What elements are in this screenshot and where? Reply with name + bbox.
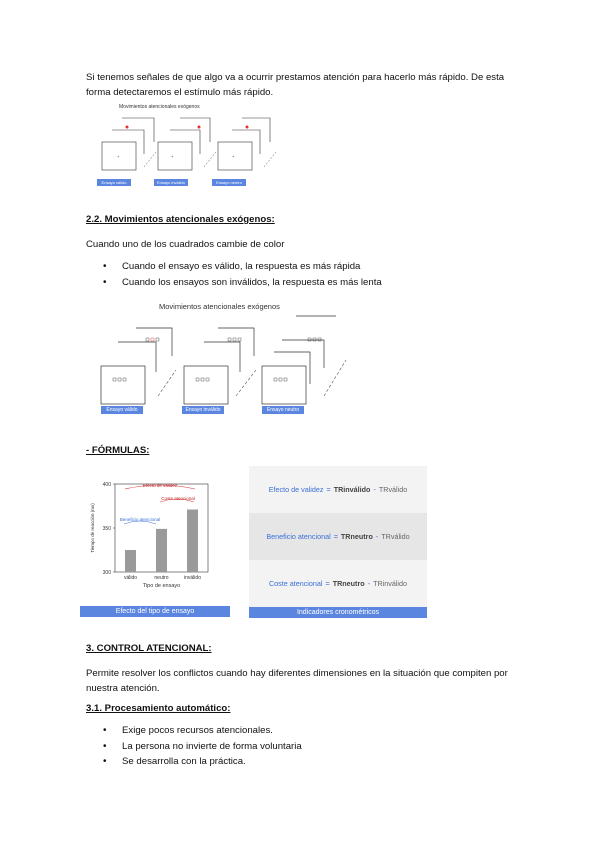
y-axis-label: Tiempo de reacción (ms)	[90, 503, 95, 553]
annotation-benefit: Beneficio atencional	[119, 517, 161, 522]
chart-caption: Efecto del tipo de ensayo	[80, 606, 230, 617]
caption-neutral: Ensayo neutro	[212, 179, 246, 186]
caption-valid: Ensayo válido	[97, 179, 131, 186]
list-item: • Cuando los ensayos son inválidos, la respuesta es más lenta	[86, 275, 526, 291]
figure-title: Movimientos atencionales exógenos	[159, 302, 280, 311]
caption-valid: Ensayo válido	[101, 406, 143, 414]
formula-term: TRinválido	[333, 485, 371, 494]
bar	[156, 529, 167, 572]
formula-minus: -	[367, 579, 371, 588]
x-tick-label: inválido	[184, 575, 201, 581]
formula-term: TRválido	[378, 485, 408, 494]
formula-label: Coste atencional	[268, 579, 323, 588]
caption-neutral: Ensayo neutro	[262, 406, 304, 414]
section-3-text: Permite resolver los conflictos cuando hay diferentes dimensiones en la situación que compiten por nuestra atención.	[86, 668, 508, 694]
table-caption: Indicadores cronométricos	[249, 607, 427, 618]
svg-text:+: +	[117, 154, 120, 159]
annotation-cost: Coste atencional	[161, 496, 195, 501]
caption-invalid: Ensayo inválido	[182, 406, 224, 414]
list-item: • Cuando el ensayo es válido, la respuesta es más rápida	[86, 259, 526, 275]
figure-exogenous-small	[92, 106, 277, 191]
formula-equals: =	[325, 579, 330, 588]
list-item: • Exige pocos recursos atencionales.	[86, 723, 526, 739]
formula-equals: =	[333, 532, 338, 541]
formula-row-validity	[249, 466, 427, 513]
formula-equals: =	[326, 485, 331, 494]
figure-title: Movimientos atencionales exógenos	[119, 104, 200, 110]
chart-panel	[80, 470, 232, 618]
formula-label: Efecto de validez	[268, 485, 324, 494]
formula-minus: -	[373, 485, 376, 494]
section-2-2-text: Cuando uno de los cuadrados cambie de color	[86, 239, 285, 250]
intro-paragraph: Si tenemos señales de que algo va a ocurrir prestamos atención para hacerlo más rápido. De esta forma detectaremos el estímulo más rápido.	[86, 72, 505, 98]
caption-invalid: Ensayo inválido	[154, 179, 188, 186]
svg-text:+: +	[171, 154, 174, 159]
formula-term: TRinválido	[373, 579, 408, 588]
section-3-1-heading: 3.1. Procesamiento automático:	[86, 703, 231, 714]
annotation-validity: Efecto de validez	[142, 483, 178, 488]
list-item: • La persona no invierte de forma voluntaria	[86, 739, 526, 755]
x-tick-label: neutro	[154, 575, 169, 581]
section-2-2-heading: 2.2. Movimientos atencionales exógenos:	[86, 214, 275, 225]
y-tick-label: 400	[102, 482, 111, 488]
trial-diagram	[96, 312, 351, 408]
formula-label: Beneficio atencional	[266, 532, 331, 541]
formulas-heading: - FÓRMULAS:	[86, 445, 150, 456]
y-tick-label: 350	[102, 526, 111, 532]
formula-minus: -	[375, 532, 379, 541]
y-tick-label: 300	[102, 570, 111, 576]
section-3-1-bullets	[86, 723, 526, 770]
figure-exogenous-large	[96, 302, 351, 418]
bar	[187, 510, 198, 572]
list-item: • Se desarrolla con la práctica.	[86, 754, 526, 770]
svg-text:+: +	[232, 154, 235, 159]
x-axis-label: Tipo de ensayo	[142, 583, 181, 589]
formula-term: TRválido	[381, 532, 410, 541]
x-tick-label: válido	[123, 575, 138, 581]
formula-row-benefit	[249, 513, 427, 560]
formula-table	[249, 466, 427, 618]
bar-chart	[80, 470, 232, 606]
section-2-2-bullets	[86, 259, 526, 290]
formula-row-cost	[249, 560, 427, 607]
section-3-heading: 3. CONTROL ATENCIONAL:	[86, 643, 212, 654]
formula-term: TRneutro	[340, 532, 373, 541]
formula-term: TRneutro	[332, 579, 365, 588]
bar	[125, 550, 136, 572]
